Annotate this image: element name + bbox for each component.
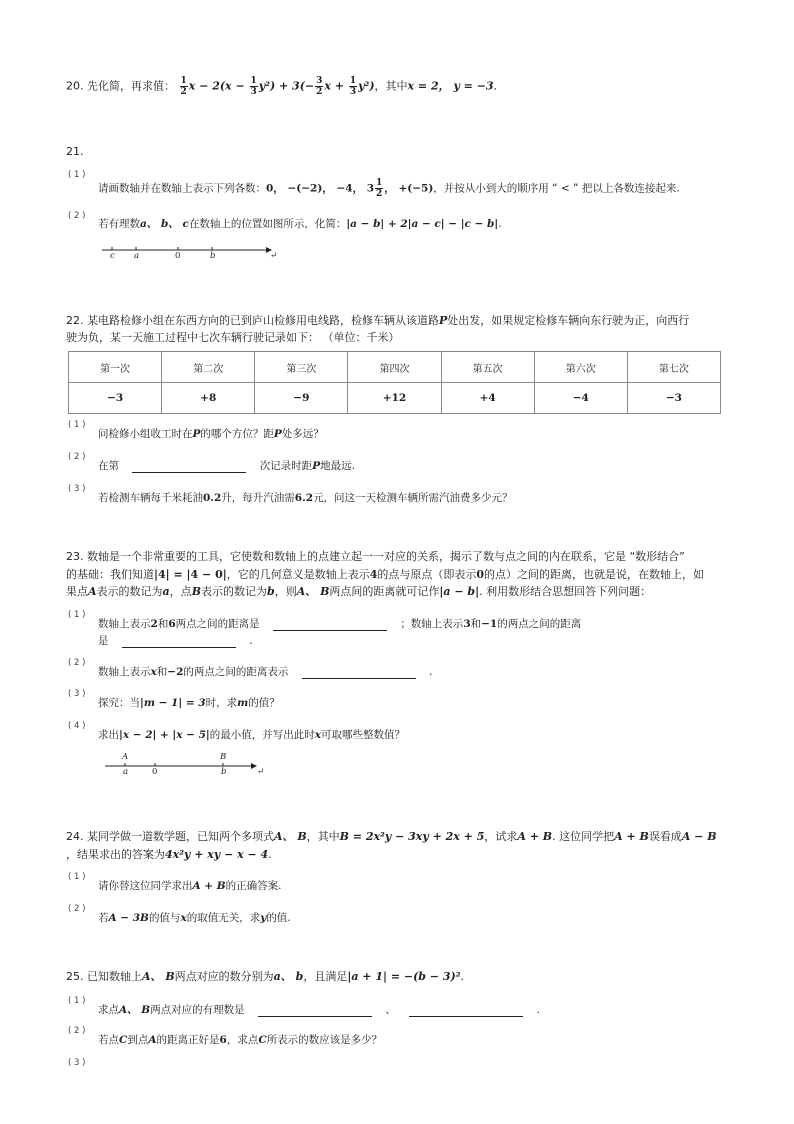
q23-p1-h: .	[249, 635, 253, 647]
table-cell: −3	[627, 383, 720, 414]
axis-label-c: c	[110, 251, 115, 261]
q23-line1: 23. 数轴是一个非常重要的工具，它使数和数轴上的点建立起一一对应的关系，揭示了数与点之间的内在联系，它是 “数形结合”	[66, 550, 685, 563]
q23-part4-number: ( 4 )	[68, 721, 86, 731]
q22-line2: 驶为负，某一天施工过程中七次车辆行驶记录如下： （单位：千米）	[66, 331, 400, 344]
axis-label-A: A	[122, 752, 129, 762]
q22-part1-number: ( 1 )	[68, 420, 86, 430]
table-header-cell: 第六次	[534, 352, 627, 383]
q23-p2-b: 和	[156, 666, 168, 678]
q22-p1-a: 问检修小组收工时在	[98, 428, 193, 440]
q23-part3-text	[98, 695, 280, 710]
q23-p1-v3: 3	[463, 618, 471, 630]
q24-part2-text	[98, 910, 291, 925]
q20-expr-a: x − 2(x −	[188, 79, 249, 93]
q23-p3-a: 探究：当	[98, 697, 140, 709]
q23-p2-v2: −2	[167, 666, 184, 678]
table-header-cell: 第七次	[627, 352, 720, 383]
q25-l1-b: 两点对应的数分别为	[174, 970, 274, 983]
q23-l3-g: . 利用数形结合思想回答下列问题：	[479, 585, 652, 598]
q24-line1	[66, 828, 717, 844]
q23-part2-number: ( 2 )	[68, 658, 86, 668]
q23-p4-c: 可取哪些整数值？	[321, 729, 406, 741]
q23-p3-b: 时，求	[205, 697, 238, 709]
q23-p2-a: 数轴上表示	[98, 666, 151, 678]
q23-part2-text	[98, 664, 432, 679]
q22-record-table	[68, 351, 721, 414]
q25-l1-m: |a + 1| = −(b − 3)²	[347, 970, 461, 983]
q23-l3-c: ，点	[169, 585, 192, 598]
table-row	[69, 383, 721, 414]
q25-part1-text	[98, 1002, 540, 1017]
q25-p2-v: 6	[219, 1034, 227, 1046]
q23-l3-m: |a − b|	[439, 585, 480, 598]
table-header-cell: 第五次	[441, 352, 534, 383]
q23-l2-m: |4| = |4 − 0|	[154, 568, 227, 581]
q22-p3-v2: 6.2	[294, 492, 314, 504]
q24-p1-a: 请你替这位同学求出	[98, 880, 193, 892]
q22-p2-a: 在第	[98, 460, 119, 472]
q22-p2-c: 地最远.	[320, 460, 355, 472]
q23-p1-f: 的两点之间的距离	[497, 618, 582, 630]
q20-expr-d: y²)	[358, 79, 375, 93]
table-cell: +4	[441, 383, 534, 414]
q25-part2-text	[98, 1032, 382, 1047]
answer-blank[interactable]	[273, 620, 387, 631]
q23-l3-f: 两点间的距离就可记作	[329, 585, 440, 598]
axis-label-a2: a	[123, 767, 129, 777]
q25-part3-number: ( 3 )	[68, 1058, 86, 1068]
q22-p3-v1: 0.2	[203, 492, 222, 504]
q25-line1	[66, 968, 464, 984]
q23-part1-text	[98, 616, 581, 631]
q24-part1-text	[98, 878, 281, 893]
table-header-cell: 第三次	[255, 352, 348, 383]
q22-point-p: P	[439, 314, 448, 327]
q22-line1-a: 22. 某电路检修小组在东西方向的已到庐山检修用电线路，检修车辆从该道路	[66, 314, 439, 327]
axis-label-a: a	[134, 251, 140, 261]
answer-blank[interactable]	[409, 1006, 523, 1017]
table-header-cell: 第二次	[162, 352, 255, 383]
q23-l2-f: 的点）之间的距离，也就是说，在数轴上，如	[484, 568, 705, 581]
table-header-cell: 第一次	[69, 352, 162, 383]
q23-l3-d: 表示的数记为	[201, 585, 267, 598]
q20-condition: x = 2， y = −3	[407, 79, 494, 93]
answer-blank[interactable]	[122, 637, 236, 648]
q23-p1-v4: −1	[481, 618, 498, 630]
q24-l2-a: ，结果求出的答案为	[66, 848, 165, 861]
q24-p2-d: 的值.	[266, 912, 291, 924]
q22-part2-text	[98, 458, 355, 473]
q25-part1-number: ( 1 )	[68, 996, 86, 1006]
table-header-cell: 第四次	[348, 352, 441, 383]
fraction-3-2: $\frac{3}{2}$	[316, 76, 323, 97]
q23-p3-v: m	[237, 697, 249, 709]
q25-l1-AB: A、 B	[142, 970, 175, 983]
q21-p1-text: 请画数轴并在数轴上表示下列各数：	[98, 182, 266, 195]
q25-p2-d: ，求点	[226, 1034, 259, 1046]
q23-p4-m: |x − 2| + |x − 5|	[119, 729, 210, 741]
q23-p1-e: 和	[470, 618, 482, 630]
q24-line2	[66, 846, 272, 862]
fraction-1-3: $\frac{1}{3}$	[250, 76, 257, 97]
q25-p2-b: 到点	[127, 1034, 149, 1046]
table-cell: −3	[69, 383, 162, 414]
q22-p2-b: 次记录时距	[259, 460, 313, 472]
q23-l2-d: 的点与原点（即表示	[377, 568, 477, 581]
q24-p2-c: 的取值无关，求	[186, 912, 261, 924]
q20-end: .	[493, 79, 498, 93]
q24-part2-number: ( 2 )	[68, 904, 86, 914]
q21-part1-number: ( 1 )	[68, 170, 86, 180]
q25-l1-ab: a、 b	[273, 970, 304, 983]
table-cell: +12	[348, 383, 441, 414]
q24-l1-a: 24. 某同学做一道数学题，已知两个多项式	[66, 830, 274, 843]
q23-part3-number: ( 3 )	[68, 689, 86, 699]
table-cell: +8	[162, 383, 255, 414]
q24-p2-b: 的值与	[148, 912, 181, 924]
answer-blank[interactable]	[302, 668, 416, 679]
q22-line1	[66, 312, 689, 328]
q25-p2-e: 所表示的数应该是多少？	[266, 1034, 383, 1046]
fraction-1-3b: $\frac{1}{3}$	[349, 76, 357, 97]
q24-p2-v: x	[180, 912, 187, 924]
table-cell: −9	[255, 383, 348, 414]
q21-part2-number: ( 2 )	[68, 211, 86, 221]
q25-p1-AB: A、 B	[119, 1004, 151, 1016]
q22-p1-b: 的哪个方位？距	[200, 428, 274, 440]
q23-p4-v: x	[314, 729, 322, 741]
q23-l3-b: 表示的数记为	[96, 585, 163, 598]
q24-l1-AB: A、 B	[274, 830, 307, 843]
q20-line	[66, 76, 497, 97]
q25-p1-end: .	[536, 1004, 540, 1016]
q23-l3-A: A	[88, 585, 97, 598]
q22-p3-b: 升，每升汽油需	[221, 492, 295, 504]
q23-p3-m: |m − 1| = 3	[140, 697, 206, 709]
q23-l3-e: ，则	[274, 585, 297, 598]
q23-part1-number: ( 1 )	[68, 610, 86, 620]
q22-p2-point: P	[312, 460, 321, 472]
q25-p2-C: C	[119, 1034, 128, 1046]
q23-p1-c: 两点之间的距离是	[175, 618, 260, 630]
q21-p2-vars: a、 b、 c	[140, 218, 189, 230]
q23-line3	[66, 583, 651, 599]
q22-p1-point2: P	[273, 428, 282, 440]
q21-label: 21.	[66, 145, 84, 158]
q24-l1-m4: A − B	[681, 830, 717, 843]
answer-blank[interactable]	[258, 1006, 372, 1017]
q24-p1-b: 的正确答案.	[225, 880, 282, 892]
q25-p2-C2: C	[258, 1034, 267, 1046]
axis-label-zero: 0	[175, 251, 181, 261]
q23-l3-AB: A、 B	[296, 585, 330, 598]
q25-p1-a: 求点	[98, 1004, 119, 1016]
q21-p1-tail: ，并按从小到大的顺序用 “ < ” 把以上各数连接起来.	[433, 182, 680, 195]
q23-l2-a: 的基础：我们知道	[66, 568, 154, 581]
q23-part4-text	[98, 727, 405, 742]
q21-p1-numbers2: ， +(−5)	[384, 182, 434, 195]
q23-p1-g: 是	[98, 635, 109, 647]
q22-p3-a: 若检测车辆每千米耗油	[98, 492, 203, 504]
q21-p2-text: 若有理数	[98, 218, 140, 230]
q23-l3-ma: a	[162, 585, 170, 598]
q24-p2-a: 若	[98, 912, 109, 924]
q23-p3-c: 的值？	[248, 697, 280, 709]
q22-p1-point: P	[192, 428, 201, 440]
q21-part2-text	[98, 216, 502, 231]
q21-p2-mid: 在数轴上的位置如图所示，化简：	[188, 218, 347, 230]
q23-p2-v1: x	[150, 666, 157, 678]
q23-l2-e: 0	[476, 568, 485, 581]
q23-line2	[66, 566, 704, 582]
table-cell: −4	[534, 383, 627, 414]
q23-p2-c: 的两点之间的距离表示	[183, 666, 289, 678]
q24-p2-m: A − 3B	[108, 912, 149, 924]
q22-part3-number: ( 3 )	[68, 484, 86, 494]
q23-number-line	[103, 752, 263, 780]
q25-l1-c: ，且满足	[303, 970, 348, 983]
q22-part3-text	[98, 490, 513, 505]
q22-p1-c: 处多远？	[281, 428, 324, 440]
q23-part1-text2	[98, 633, 253, 648]
q24-l1-e: 误看成	[648, 830, 682, 843]
q21-p2-expr: |a − b| + 2|a − c| − |c − b|	[346, 218, 499, 230]
q23-p2-d: .	[429, 666, 433, 678]
q22-line1-b: 处出发，如果规定检修车辆向东行驶为正，向西行	[447, 314, 690, 327]
q23-l3-B: B	[191, 585, 201, 598]
q20-suffix: ，其中	[374, 79, 408, 93]
q23-p4-a: 求出	[98, 729, 119, 741]
q20-expr-c: x +	[324, 79, 348, 93]
q25-part2-number: ( 2 )	[68, 1026, 86, 1036]
number-line-arrow	[100, 242, 280, 264]
q24-part1-number: ( 1 )	[68, 872, 86, 882]
return-mark: ↵	[270, 251, 278, 261]
q25-p2-a: 若点	[98, 1034, 119, 1046]
q24-l2-m: 4x²y + xy − x − 4	[165, 848, 269, 861]
axis-label-b2: b	[221, 767, 227, 777]
q22-part2-number: ( 2 )	[68, 452, 86, 462]
q23-p1-d: ；数轴上表示	[400, 618, 464, 630]
q25-p1-b: 两点对应的有理数是	[150, 1004, 245, 1016]
q23-p1-b: 和	[157, 618, 169, 630]
q25-p2-A: A	[148, 1034, 157, 1046]
q24-p1-m: A + B	[192, 880, 226, 892]
q23-p4-b: 的最小值，并写出此时	[209, 729, 315, 741]
table-header-row	[69, 352, 721, 383]
q24-l1-m2: A + B	[517, 830, 553, 843]
q24-l2-b: .	[268, 848, 272, 861]
return-mark: ↵	[257, 767, 265, 777]
q23-l2-b: ，它的几何意义是数轴上表示	[226, 568, 370, 581]
q22-part1-text	[98, 426, 324, 441]
fraction-1-2: $\frac{1}{2}$	[180, 76, 187, 97]
q24-l1-c: ，试求	[484, 830, 518, 843]
q20-expr-b: y²) + 3(−	[258, 79, 315, 93]
q23-l3-mb: b	[267, 585, 275, 598]
axis-label-zero2: 0	[152, 767, 158, 777]
q23-l2-c: 4	[369, 568, 378, 581]
q23-p1-v1: 2	[150, 618, 158, 630]
answer-blank[interactable]	[132, 462, 246, 473]
q23-p1-a: 数轴上表示	[98, 618, 151, 630]
q24-p2-v2: y	[260, 912, 267, 924]
q21-p1-numbers: 0， −(−2)， −4， 3	[266, 182, 375, 195]
q22-p3-c: 元，问这一天检测车辆所需汽油费多少元？	[313, 492, 513, 504]
fraction-1-2-mixed: $\frac{1}{2}$	[376, 178, 383, 199]
q24-l1-m3: A + B	[614, 830, 649, 843]
q24-l1-b: ，其中	[306, 830, 340, 843]
q23-p1-v2: 6	[168, 618, 176, 630]
q21-part1-text	[98, 178, 680, 199]
q24-l1-m: B = 2x²y − 3xy + 2x + 5	[339, 830, 485, 843]
axis-label-b: b	[210, 251, 216, 261]
q20-label: 20. 先化简，再求值：	[66, 79, 175, 93]
q25-p1-sep: 、	[385, 1004, 396, 1016]
q25-l1-a: 25. 已知数轴上	[66, 970, 142, 983]
q23-l3-a: 果点	[66, 585, 88, 598]
axis-label-B: B	[220, 752, 227, 762]
q21-p2-end: .	[498, 218, 502, 230]
q21-number-line	[100, 242, 280, 264]
q25-p2-c: 的距离正好是	[156, 1034, 220, 1046]
q24-l1-d: . 这位同学把	[552, 830, 615, 843]
q25-l1-d: .	[460, 970, 465, 983]
